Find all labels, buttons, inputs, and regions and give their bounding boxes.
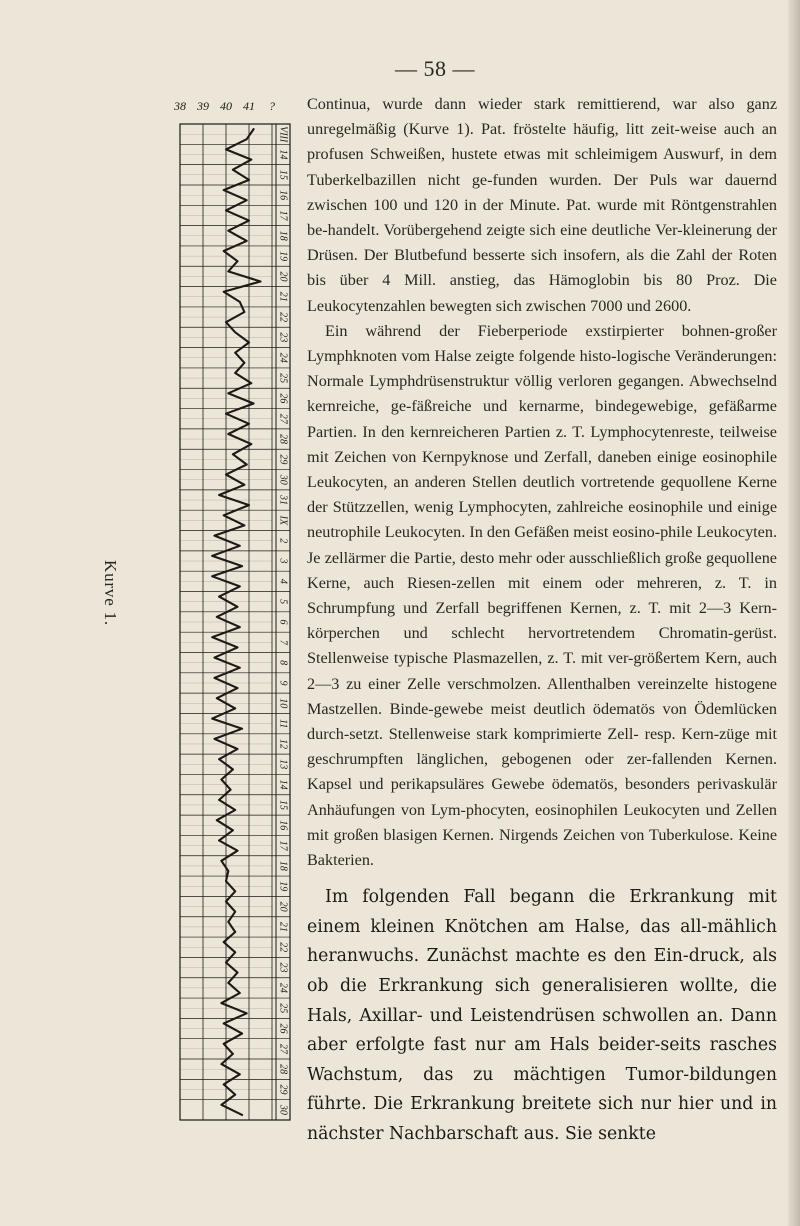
day-label: 30 [277, 1104, 289, 1115]
day-label: 21 [277, 291, 289, 302]
temperature-tick-label: 38 [174, 99, 186, 113]
temperature-point [237, 748, 239, 750]
temperature-point [234, 911, 236, 913]
day-label: 29 [277, 454, 289, 465]
day-label: 6 [277, 619, 289, 625]
temperature-point [230, 789, 232, 791]
temperature-point [228, 393, 230, 395]
temperature-point [221, 1104, 223, 1106]
day-label: 23 [277, 332, 289, 343]
page-edge-shadow [788, 0, 800, 1226]
day-label: 12 [277, 738, 289, 749]
temperature-point [234, 891, 236, 893]
temperature-point [237, 972, 239, 974]
temperature-point [239, 1074, 241, 1076]
temperature-point [225, 413, 227, 415]
temperature-point [216, 819, 218, 821]
temperature-point [237, 606, 239, 608]
temperature-point [225, 474, 227, 476]
day-label: 28 [277, 1064, 289, 1075]
paragraph-3: Im folgenden Fall begann die Erkrankung mit einem kleinen Knötchen am Halse, das all-mählich heranwuchs. Zunächst machte es den Ein-druck, als ob die Erkrankung sich generalisieren wollte, die Hals, Axillar- und Leistendrüsen schwollen an. Dann aber erfolgte fast nur am Hals beider-seits rasches Wachstum, das zu mächtigen Tumor-bildungen führte. Die Erkrankung breitete sich nur hier und in nächster Nachbarschaft aus. Sie senkte [307, 887, 777, 1145]
temperature-point [234, 809, 236, 811]
temperature-point [239, 667, 241, 669]
figure-caption-text: Kurve 1. [101, 559, 121, 626]
day-label: 20 [277, 271, 289, 282]
temperature-point [223, 291, 225, 293]
temperature-point [218, 494, 220, 496]
day-label: 3 [277, 558, 289, 564]
temperature-point [248, 342, 250, 344]
temperature-point [246, 199, 248, 201]
temperature-point [225, 962, 227, 964]
day-label: 28 [277, 434, 289, 445]
day-label: 15 [277, 169, 289, 180]
temperature-point [223, 250, 225, 252]
day-label: 19 [277, 251, 289, 262]
temperature-point [241, 728, 243, 730]
temperature-point [239, 626, 241, 628]
temperature-point [223, 1043, 225, 1045]
day-label: 13 [277, 759, 289, 770]
day-label: 25 [277, 1003, 289, 1014]
day-label: 24 [277, 982, 289, 993]
temperature-point [211, 636, 213, 638]
temperature-point [225, 880, 227, 882]
day-label: 4 [277, 578, 289, 584]
temperature-point [216, 697, 218, 699]
temperature-point [237, 850, 239, 852]
temperature-point [239, 301, 241, 303]
day-label: 8 [277, 660, 289, 666]
temperature-point [214, 657, 216, 659]
temperature-point [228, 982, 230, 984]
day-label: 21 [277, 921, 289, 932]
page-number: — 58 — [395, 56, 475, 81]
temperature-point [223, 1084, 225, 1086]
day-label: 20 [277, 901, 289, 912]
temperature-point [218, 799, 220, 801]
day-label: 31 [277, 495, 289, 506]
day-label: 22 [277, 942, 289, 953]
temperature-point [251, 382, 253, 384]
temperature-point [234, 708, 236, 710]
day-label: 19 [277, 881, 289, 892]
temperature-point [244, 484, 246, 486]
temperature-point [228, 921, 230, 923]
temperature-point [237, 647, 239, 649]
temperature-point [246, 138, 248, 140]
temperature-tick-label: 39 [197, 99, 209, 113]
day-label: 27 [277, 413, 289, 424]
day-label: 11 [277, 718, 289, 729]
temperature-chart [140, 82, 300, 1142]
temperature-point [253, 128, 255, 130]
temperature-point [246, 1013, 248, 1015]
temperature-point [234, 1094, 236, 1096]
temperature-point [225, 901, 227, 903]
temperature-point [228, 433, 230, 435]
day-label: 10 [277, 698, 289, 709]
temperature-point [248, 504, 250, 506]
temperature-point [228, 271, 230, 273]
day-label: 7 [277, 639, 289, 645]
temperature-point [218, 758, 220, 760]
temperature-tick-label: 41 [243, 99, 255, 113]
temperature-tick-label: ? [269, 99, 275, 113]
temperature-point [239, 586, 241, 588]
temperature-point [239, 545, 241, 547]
day-label: 15 [277, 799, 289, 810]
temperature-point [218, 596, 220, 598]
temperature-point [246, 240, 248, 242]
temperature-point [241, 565, 243, 567]
day-label: 16 [277, 820, 289, 831]
day-label: 17 [277, 840, 289, 851]
temperature-point [211, 555, 213, 557]
temperature-point [232, 454, 234, 456]
temperature-point [234, 352, 236, 354]
day-label: 14 [277, 149, 289, 160]
temperature-point [241, 1033, 243, 1035]
temperature-point [239, 992, 241, 994]
temperature-point [223, 189, 225, 191]
day-label: VIII [277, 126, 289, 143]
temperature-point [225, 210, 227, 212]
temperature-point [221, 779, 223, 781]
temperature-point [211, 576, 213, 578]
temperature-point [244, 311, 246, 313]
day-label: 23 [277, 962, 289, 973]
temperature-point [228, 870, 230, 872]
day-label: 26 [277, 1023, 289, 1034]
day-label: 22 [277, 312, 289, 323]
day-label: 26 [277, 393, 289, 404]
temperature-point [228, 230, 230, 232]
temperature-point [232, 1053, 234, 1055]
temperature-point [221, 1063, 223, 1065]
temperature-point [237, 260, 239, 262]
day-label: 2 [277, 538, 289, 544]
paragraph-1: Continua, wurde dann wieder stark remittierend, war also ganz unregelmäßig (Kurve 1). Pat. fröstelte häufig, litt zeit-weise auch an profusen Schweißen, hustete etwas mit schleimigem Auswurf, in dem Tuberkelbazillen nicht ge-funden wurden. Der Puls war dauernd zwischen 100 und 120 in der Minute. Pat. wurde mit Röntgenstrahlen be-handelt. Vorübergehend zeigte sich eine deutliche Ver-kleinerung der Drüsen. Der Blutbefund besserte sich insofern, als die Zahl der Roten bis über 4 Mill. anstieg, das Hämoglobin bis 80 Proz. Die Leukocytenzahlen bewegten sich zwischen 7000 und 2600. [307, 95, 777, 315]
day-label: 16 [277, 190, 289, 201]
temperature-tick-label: 40 [220, 99, 232, 113]
temperature-point [223, 515, 225, 517]
day-label: 24 [277, 352, 289, 363]
day-label: 14 [277, 779, 289, 790]
temperature-point [223, 941, 225, 943]
day-label: 29 [277, 1084, 289, 1095]
day-label: 18 [277, 860, 289, 871]
temperature-point [234, 372, 236, 374]
temperature-point [248, 179, 250, 181]
temperature-point [234, 952, 236, 954]
temperature-point [214, 738, 216, 740]
temperature-point [251, 443, 253, 445]
body-text [307, 92, 777, 1150]
temperature-point [260, 281, 262, 283]
day-label: 18 [277, 230, 289, 241]
temperature-point [214, 677, 216, 679]
temperature-point [248, 423, 250, 425]
temperature-point [237, 687, 239, 689]
day-label: 5 [277, 599, 289, 605]
temperature-point [246, 464, 248, 466]
temperature-chart-svg [140, 82, 300, 1142]
day-label: 30 [277, 474, 289, 485]
temperature-point [232, 169, 234, 171]
temperature-point [253, 403, 255, 405]
temperature-point [241, 1114, 243, 1116]
temperature-point [234, 931, 236, 933]
temperature-point [211, 718, 213, 720]
temperature-point [225, 149, 227, 151]
temperature-point [221, 1002, 223, 1004]
paragraph-2: Ein während der Fieberperiode exstirpierter bohnen-großer Lymphknoten vom Halse zeigte folgende histo-logische Veränderungen: Normale Lymphdrüsenstruktur völlig verloren gegangen. Abwechselnd kernreiche, ge-fäßreiche und kernarme, bindegewebige, gefäßarme Partien. In den kernreicheren Partien z. T. Lymphocytenreste, teilweise mit Zeichen von Kernpyknose und Zerfall, daneben einige eosinophile Leukocyten, an anderen Stellen deutlich vortretende gequollene Kerne der Stützzellen, wenig Lymphocyten, zahlreiche eosinophile und einige neutrophile Leukocyten. In den Gefäßen meist eosino-phile Leukocyten. Je zellärmer die Partie, desto mehr oder ausschließlich große gequollene Kerne, auch Riesen-zellen mit einem oder mehreren, z. T. in Schrumpfung und Zerfall begriffenen Kernen, z. T. mit 2—3 Kern-körperchen und schlecht hervortretendem Chromatin-gerüst. Stellenweise typische Plasmazellen, z. T. mit ver-größertem Kern, auch 2—3 zu einer Zelle verschmolzen. Allenthalben vereinzelte histogene Mastzellen. Binde-gewebe meist deutlich ödematös von Ödemlücken durch-setzt. Stellenweise stark komprimierte Zell- resp. Kern-züge mit geschrumpften länglichen, gebogenen oder zer-fallenden Kernen. Kapsel und perikapsuläres Gewebe ödematös, besonders perivaskulär Anhäufungen von Lym-phocyten, eosinophilen Leukocyten und Zellen mit großen blasigen Kernen. Nirgends Zeichen von Tuberkulose. Keine Bakterien. [307, 321, 777, 870]
temperature-point [218, 840, 220, 842]
temperature-point [248, 220, 250, 222]
day-label: 17 [277, 210, 289, 221]
temperature-point [232, 769, 234, 771]
temperature-point [244, 362, 246, 364]
temperature-point [251, 159, 253, 161]
temperature-point [232, 830, 234, 832]
day-label: 27 [277, 1043, 289, 1054]
temperature-point [244, 525, 246, 527]
temperature-point [221, 860, 223, 862]
temperature-point [234, 332, 236, 334]
temperature-point [216, 616, 218, 618]
day-label: IX [277, 515, 289, 526]
temperature-point [214, 535, 216, 537]
temperature-point [223, 1023, 225, 1025]
figure-caption [96, 520, 124, 665]
day-label: 9 [277, 680, 289, 686]
day-label: 25 [277, 373, 289, 384]
temperature-point [225, 321, 227, 323]
